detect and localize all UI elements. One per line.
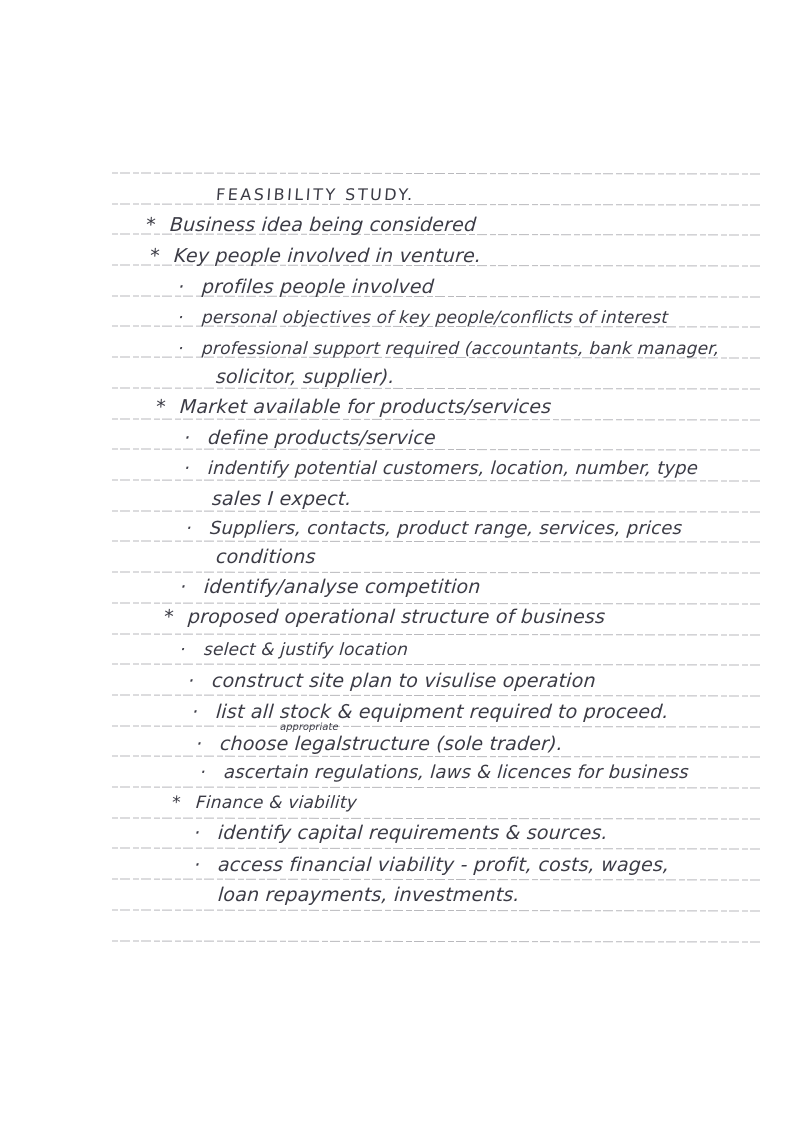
line-text: identify/analyse competition	[203, 576, 482, 598]
dot-mark: ·	[177, 276, 186, 298]
line-text: select & justify location	[203, 640, 409, 660]
rule-line	[112, 787, 760, 788]
line-finance	[171, 792, 358, 814]
line-competition	[179, 576, 481, 598]
line-loan-repayments	[217, 884, 520, 906]
line-suppliers	[185, 518, 683, 540]
rule-line	[112, 511, 760, 512]
rule-line	[112, 695, 760, 696]
rule-line	[112, 941, 760, 942]
line-legal-structure	[195, 733, 564, 755]
line-text: Market available for products/services	[179, 396, 553, 418]
line-text: profiles people involved	[201, 276, 435, 298]
dot-mark: ·	[193, 822, 202, 844]
rule-line	[112, 910, 760, 911]
rule-line	[112, 173, 760, 174]
line-define-products	[183, 427, 436, 449]
line-text: Business idea being considered	[169, 214, 478, 236]
rule-line	[112, 726, 760, 727]
rule-line	[112, 634, 760, 635]
insertion-appropriate: appropriate	[280, 722, 339, 733]
line-solicitor	[215, 366, 395, 388]
line-text: conditions	[215, 546, 317, 568]
line-key-people	[149, 245, 482, 267]
line-text: Finance & viability	[195, 793, 358, 813]
dot-mark: ·	[177, 339, 185, 359]
rule-line	[112, 449, 760, 450]
rule-line	[112, 848, 760, 849]
rule-line	[112, 756, 760, 757]
dot-mark: ·	[185, 518, 193, 539]
line-market	[155, 396, 552, 418]
page-title: FEASIBILITY STUDY.	[215, 185, 416, 204]
line-capital	[193, 822, 608, 844]
line-text: Key people involved in venture.	[173, 245, 483, 267]
line-conditions	[215, 546, 316, 568]
line-text: identify capital requirements & sources.	[217, 822, 609, 844]
dot-mark: ·	[193, 854, 202, 876]
rule-line	[112, 541, 760, 542]
rule-line	[112, 879, 760, 880]
line-text: ascertain regulations, laws & licences for business	[223, 762, 690, 783]
rule-line	[112, 204, 760, 205]
line-text: construct site plan to visulise operation	[211, 670, 597, 692]
line-financial-viability	[193, 854, 670, 876]
dot-mark: ·	[199, 762, 207, 783]
dot-mark: ·	[179, 640, 187, 660]
star-mark: *	[163, 606, 175, 628]
line-regulations	[199, 762, 689, 784]
dot-mark: ·	[177, 308, 185, 328]
line-text: Suppliers, contacts, product range, services, prices	[209, 518, 683, 539]
line-business-idea	[145, 214, 477, 236]
line-operational-structure	[163, 606, 606, 628]
line-text: solicitor, supplier).	[215, 366, 396, 388]
star-mark: *	[155, 396, 167, 418]
dot-mark: ·	[195, 733, 204, 755]
line-text: indentify potential customers, location, number, type	[207, 458, 699, 479]
dot-mark: ·	[183, 458, 191, 479]
dot-mark: ·	[187, 670, 196, 692]
dot-mark: ·	[191, 701, 200, 723]
rule-line	[112, 480, 760, 481]
line-text: professional support required (accountants, bank manager,	[201, 339, 721, 359]
line-text: choose legalstructure (sole trader).	[219, 733, 564, 755]
rule-line	[112, 572, 760, 573]
dot-mark: ·	[179, 576, 188, 598]
line-site-plan	[187, 670, 596, 692]
line-professional-support	[177, 338, 720, 360]
line-text: proposed operational structure of business	[187, 606, 607, 628]
line-identify-customers	[183, 458, 699, 480]
rule-line	[112, 818, 760, 819]
line-select-location	[179, 639, 409, 661]
line-stock-equipment	[191, 701, 669, 723]
line-text: list all stock & equipment required to proceed.	[215, 701, 670, 723]
line-text: loan repayments, investments.	[217, 884, 521, 906]
line-personal-objectives	[177, 307, 669, 329]
rule-line	[112, 388, 760, 389]
star-mark: *	[145, 214, 157, 236]
line-text: personal objectives of key people/conflicts of interest	[201, 308, 669, 328]
star-mark: *	[171, 793, 182, 813]
line-profiles	[177, 276, 435, 298]
line-text: sales I expect.	[211, 488, 353, 510]
rule-line	[112, 603, 760, 604]
rule-line	[112, 419, 760, 420]
line-sales-expect	[211, 488, 352, 510]
line-text: define products/service	[207, 427, 437, 449]
rule-line	[112, 664, 760, 665]
dot-mark: ·	[183, 427, 192, 449]
line-text: access financial viability - profit, costs, wages,	[217, 854, 671, 876]
star-mark: *	[149, 245, 161, 267]
